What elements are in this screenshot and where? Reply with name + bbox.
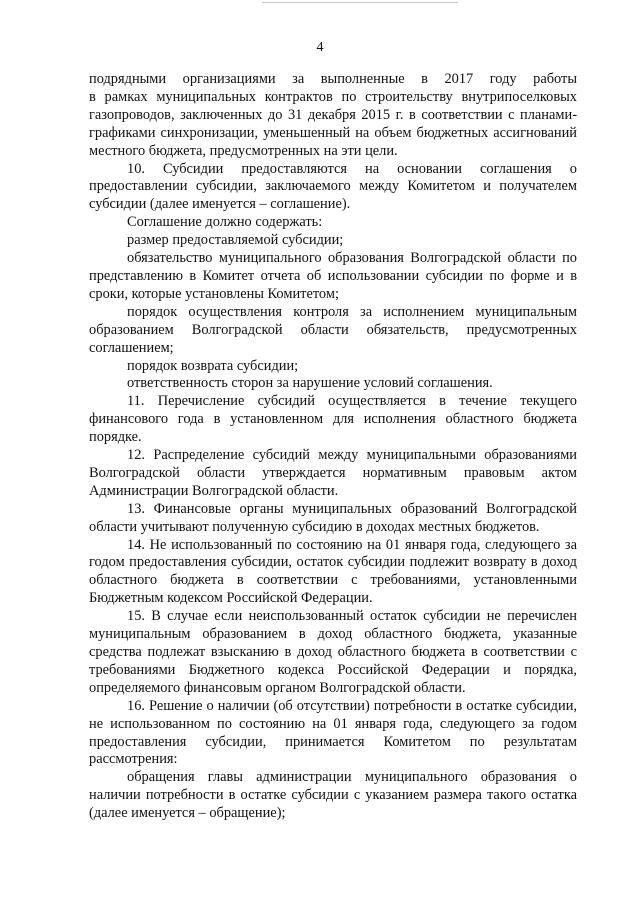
paragraph-continuation-line: подрядными организациями за выполненные в 2017 году работы: [89, 71, 577, 87]
list-item-appeal: обращения главы администрации муниципального образования о наличии потребности в остатке субсидии с указанием размера такого остатка (далее именуется – обращение);: [89, 769, 577, 822]
list-item-control-procedure: порядок осуществления контроля за исполнением муниципальным образованием Волгоградской области обязательств, предусмотренных соглашением;: [89, 303, 577, 356]
paragraph-clause-10: 10. Субсидии предоставляются на основании соглашения о предоставлении субсидии, заключаемого между Комитетом и получателем субсидии (далее именуется – соглашение).: [89, 160, 577, 213]
list-item-liability: ответственность сторон за нарушение условий соглашения.: [127, 375, 493, 392]
paragraph-clause-14: 14. Не использованный по состоянию на 01 января года, следующего за годом предоставления субсидии, остаток субсидии подлежит возврату в доход областного бюджета в соответствии с требованиями, установленными Бюджетным кодексом Российской Федерации.: [89, 536, 577, 607]
page-number: 4: [316, 40, 324, 55]
top-edge-line: [262, 2, 458, 3]
paragraph-continuation: в рамках муниципальных контрактов по строительству внутрипоселковых газопроводов, заключенных до 31 декабря 2015 г. в соответствии с планами-графиками синхронизации, уменьшенный на объем бюджетных ассигнований местного бюджета, предусмотренных на эти цели.: [89, 88, 577, 159]
paragraph-clause-15: 15. В случае если неиспользованный остаток субсидии не перечислен муниципальным образованием в доход областного бюджета, указанные средства подлежат взысканию в доход областного бюджета в соответствии с требованиями Бюджетного кодекса Российской Федерации и порядка, определяемого финансовым органом Волгоградской области.: [89, 608, 577, 696]
list-item-return-procedure: порядок возврата субсидии;: [127, 357, 299, 374]
paragraph-agreement-intro: Соглашение должно содержать:: [127, 214, 323, 231]
paragraph-clause-11: 11. Перечисление субсидий осуществляется в течение текущего финансового года в установленном для исполнения областного бюджета порядке.: [89, 393, 577, 446]
paragraph-clause-12: 12. Распределение субсидий между муниципальными образованиями Волгоградской области утверждается нормативным правовым актом Администрации Волгоградской области.: [89, 447, 577, 499]
document-body: [89, 71, 577, 823]
list-item-reporting-obligation: обязательство муниципального образования Волгоградской области по представлению в Комитет отчета об использовании субсидии по форме и в сроки, которые установлены Комитетом;: [89, 250, 577, 302]
paragraph-clause-16: 16. Решение о наличии (об отсутствии) потребности в остатке субсидии, не использованном по состоянию на 01 января года, следующего за годом предоставления субсидии, принимается Комитетом по результатам рассмотрения:: [89, 697, 577, 768]
list-item-subsidy-amount: размер предоставляемой субсидии;: [127, 232, 344, 249]
paragraph-clause-13: 13. Финансовые органы муниципальных образований Волгоградской области учитывают полученную субсидию в доходах местных бюджетов.: [89, 500, 577, 535]
